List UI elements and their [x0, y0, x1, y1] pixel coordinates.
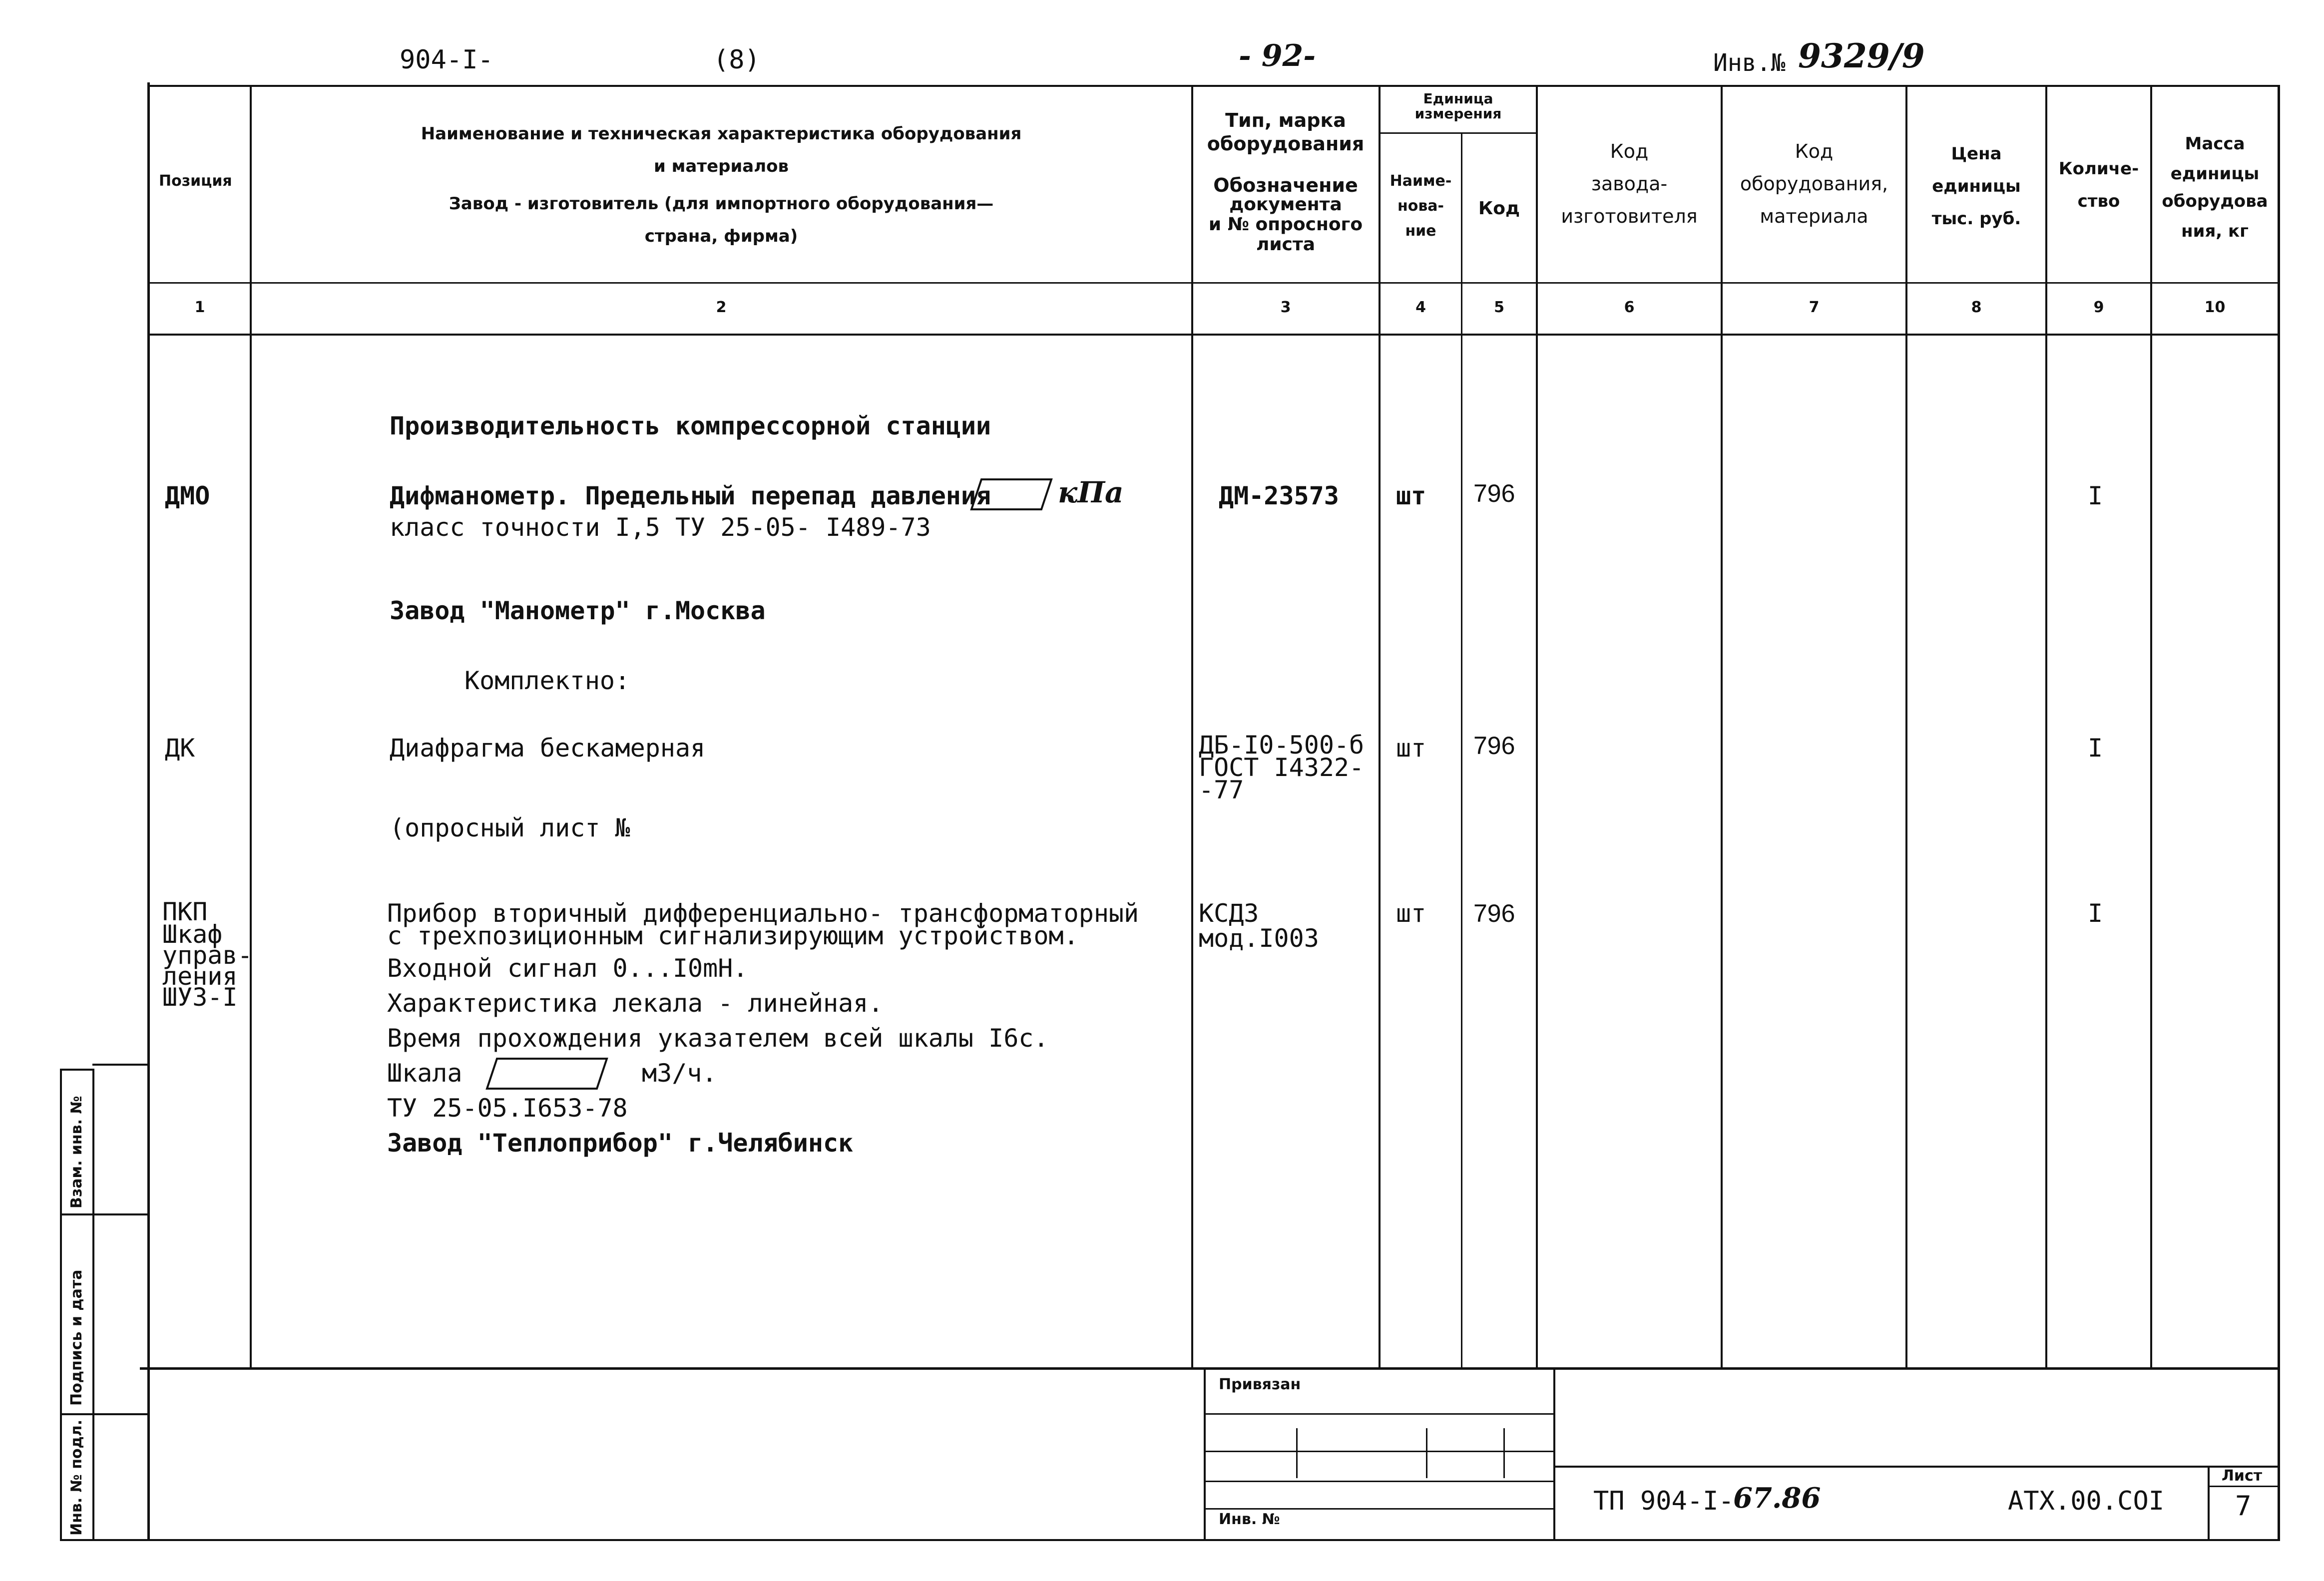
pkp-scale-blank: [484, 1056, 609, 1091]
header-unit-name-l1: Наиме-: [1390, 172, 1452, 190]
dmo-unit-code: 796: [1473, 479, 1515, 507]
col-number-4: 4: [1415, 299, 1426, 316]
header-plant-code-l2: завода-: [1591, 173, 1668, 195]
header-name-l3: Завод - изготовитель (для импортного оборудования—: [449, 194, 994, 214]
header-type-l1: Тип, марка: [1225, 109, 1346, 131]
header-price-l2: единицы: [1932, 176, 2021, 196]
document-code: АТХ.00.СОI: [2008, 1486, 2165, 1516]
side-strip-inner: [92, 1069, 94, 1541]
col-div-6: [1721, 85, 1723, 1368]
header-price-l1: Цена: [1951, 144, 2002, 164]
pkp-description-l8: Завод "Теплоприбор" г.Челябинск: [387, 1129, 854, 1158]
side-label-podpis: Подпись и дата: [68, 1269, 85, 1406]
header-plant-code-l1: Код: [1610, 140, 1649, 162]
header-name-l1: Наименование и техническая характеристика оборудования: [421, 124, 1022, 144]
privyazan-label: Привязан: [1219, 1376, 1301, 1393]
priv-line-1: [1204, 1413, 1553, 1415]
header-price-l3: тыс. руб.: [1931, 209, 2021, 229]
header-unit-l1: Единица: [1423, 90, 1493, 107]
col-number-2: 2: [716, 299, 727, 316]
header-qty-l2: ство: [2077, 191, 2120, 211]
dmo-unit: кПа: [1058, 475, 1124, 509]
header-type-l2: оборудования: [1207, 133, 1365, 155]
header-type-l3: Обозначение: [1213, 174, 1358, 196]
title-block-top: [140, 1367, 2280, 1370]
header-equip-code-l2: оборудования,: [1740, 173, 1888, 195]
priv-vline-3: [1503, 1428, 1505, 1478]
pkp-description-l4: Характеристика лекала - линейная.: [387, 989, 884, 1018]
inventory-no-label: Инв. №: [1219, 1511, 1280, 1528]
pkp-description-l3: Входной сигнал 0...I0mH.: [387, 954, 748, 983]
dmo-description-l2: класс точности I,5 ТУ 25-05- I489-73: [390, 513, 931, 542]
pkp-scale-label: Шкала: [387, 1059, 463, 1088]
pkp-position-l2: Шкаф: [162, 920, 223, 949]
priv-line-4: [1204, 1508, 1553, 1510]
header-type-l4: документа: [1229, 194, 1342, 215]
header-equip-code-l3: материала: [1760, 205, 1868, 227]
pkp-quantity: I: [2088, 899, 2103, 928]
side-label-inv-podl: Инв. № подл.: [68, 1419, 85, 1536]
side-strip-left: [60, 1069, 62, 1541]
header-qty-l1: Количе-: [2058, 159, 2139, 179]
col-number-1: 1: [194, 299, 205, 316]
side-label-vzam: Взам. инв. №: [68, 1096, 85, 1208]
pkp-scale-unit: м3/ч.: [642, 1059, 717, 1088]
document-prefix: ТП 904-I-: [1593, 1486, 1734, 1516]
header-mass-l4: ния, кг: [2181, 221, 2249, 241]
col-div-2: [1191, 85, 1193, 1368]
complete-set-label: Комплектно:: [465, 666, 630, 695]
tb-line-1: [1553, 1466, 2280, 1468]
header-unit-name-l3: ние: [1405, 222, 1436, 240]
frame-bottom: [60, 1539, 2280, 1541]
col-number-8: 8: [1971, 299, 1982, 316]
tb-div-2: [1553, 1367, 1555, 1541]
header-type-l6: листа: [1256, 234, 1316, 255]
priv-vline-2: [1426, 1428, 1427, 1478]
pkp-description-l7: ТУ 25-05.I653-78: [387, 1094, 628, 1123]
col-div-7: [1905, 85, 1907, 1368]
dmo-unit-name: шт: [1396, 481, 1426, 510]
inventory-label: Инв.№: [1713, 49, 1786, 77]
header-bottom-line: [147, 282, 2280, 284]
pkp-type-l1: КСДЗ: [1199, 899, 1259, 928]
dk-type-l3: -77: [1199, 776, 1244, 804]
priv-line-3: [1204, 1481, 1553, 1482]
header-mass-l1: Масса: [2185, 134, 2245, 154]
dmo-plant: Завод "Манометр" г.Москва: [390, 596, 766, 625]
unit-inner-line: [1379, 132, 1537, 134]
dmo-blank-box: [969, 477, 1054, 512]
priv-line-2: [1204, 1451, 1553, 1452]
col-div-3: [1379, 85, 1381, 1368]
header-plant-code-l3: изготовителя: [1561, 205, 1698, 227]
dk-quantity: I: [2088, 734, 2103, 763]
col-div-8: [2045, 85, 2047, 1368]
page-number: - 92-: [1239, 38, 1316, 73]
col-number-6: 6: [1624, 299, 1635, 316]
pkp-description-l5: Время прохождения указателем всей шкалы I6с.: [387, 1024, 1049, 1053]
header-equip-code-l1: Код: [1795, 140, 1834, 162]
col-number-7: 7: [1809, 299, 1820, 316]
pkp-unit-code: 796: [1473, 899, 1515, 927]
frame-right: [2278, 85, 2280, 1541]
col-div-9: [2150, 85, 2152, 1368]
side-line-a: [92, 1064, 147, 1066]
dk-unit-name: шт: [1396, 734, 1426, 763]
document-suffix: 67.86: [1733, 1482, 1821, 1515]
tb-line-list: [2208, 1486, 2280, 1487]
dmo-quantity: I: [2088, 481, 2103, 510]
dmo-type: ДМ-23573: [1219, 481, 1339, 510]
pkp-description-l2: с трехпозиционным сигнализирующим устройством.: [387, 921, 1079, 950]
sheet-number: 7: [2235, 1490, 2252, 1522]
dk-type-l1: ДБ-I0-500-б: [1199, 731, 1365, 760]
side-line-1: [60, 1213, 147, 1215]
sheet-paren: (8): [713, 45, 760, 75]
side-strip-top: [60, 1069, 94, 1071]
header-unit-l2: измерения: [1414, 105, 1502, 122]
pkp-position-l4: ления: [162, 962, 238, 991]
pkp-description-l1: Прибор вторичный дифференциально- трансформаторный: [387, 899, 1139, 928]
numbers-row-line: [147, 334, 2280, 336]
inventory-number: 9329/9: [1798, 36, 1925, 75]
header-type-l5: и № опросного: [1208, 214, 1363, 235]
dk-unit-code: 796: [1473, 732, 1515, 760]
col-number-9: 9: [2093, 299, 2104, 316]
col-number-5: 5: [1494, 299, 1504, 316]
header-mass-l3: оборудова: [2162, 191, 2268, 211]
pkp-position-l1: ПКП: [162, 897, 208, 926]
priv-vline-1: [1296, 1428, 1298, 1478]
col-number-10: 10: [2204, 299, 2226, 316]
col-div-1: [250, 85, 252, 1368]
header-unit-name-l2: нова-: [1397, 197, 1444, 215]
side-line-2: [60, 1413, 147, 1415]
dk-name: Диафрагма бескамерная: [390, 734, 706, 763]
tb-div-3: [2208, 1466, 2210, 1541]
header-name-l4: страна, фирма): [644, 226, 798, 246]
pkp-type-l2: мод.I003: [1199, 924, 1319, 953]
section-title: Производительность компрессорной станции: [390, 411, 991, 440]
col-number-3: 3: [1280, 299, 1291, 316]
header-position: Позиция: [159, 172, 232, 190]
header-mass-l2: единицы: [2170, 164, 2260, 184]
tb-div-1: [1204, 1367, 1206, 1541]
pkp-position-l3: управ-: [162, 941, 253, 970]
dk-position: ДК: [165, 734, 195, 763]
series-number: 904-I-: [400, 45, 493, 75]
pkp-position-l5: ШУЗ-I: [162, 983, 238, 1012]
header-unit-code: Код: [1478, 198, 1520, 219]
sheet-label: Лист: [2222, 1467, 2263, 1485]
pkp-unit-name: шт: [1396, 899, 1426, 928]
col-div-4: [1461, 132, 1462, 1368]
dk-type-l2: ГОСТ I4322-: [1199, 753, 1365, 782]
dmo-description-l1: Дифманометр. Предельный перепад давления: [390, 481, 991, 510]
col-div-5: [1536, 85, 1538, 1368]
dk-questionnaire: (опросный лист №: [390, 813, 630, 842]
header-top-line: [147, 85, 2280, 87]
header-name-l2: и материалов: [653, 156, 789, 176]
dmo-position: ДМО: [165, 481, 210, 510]
